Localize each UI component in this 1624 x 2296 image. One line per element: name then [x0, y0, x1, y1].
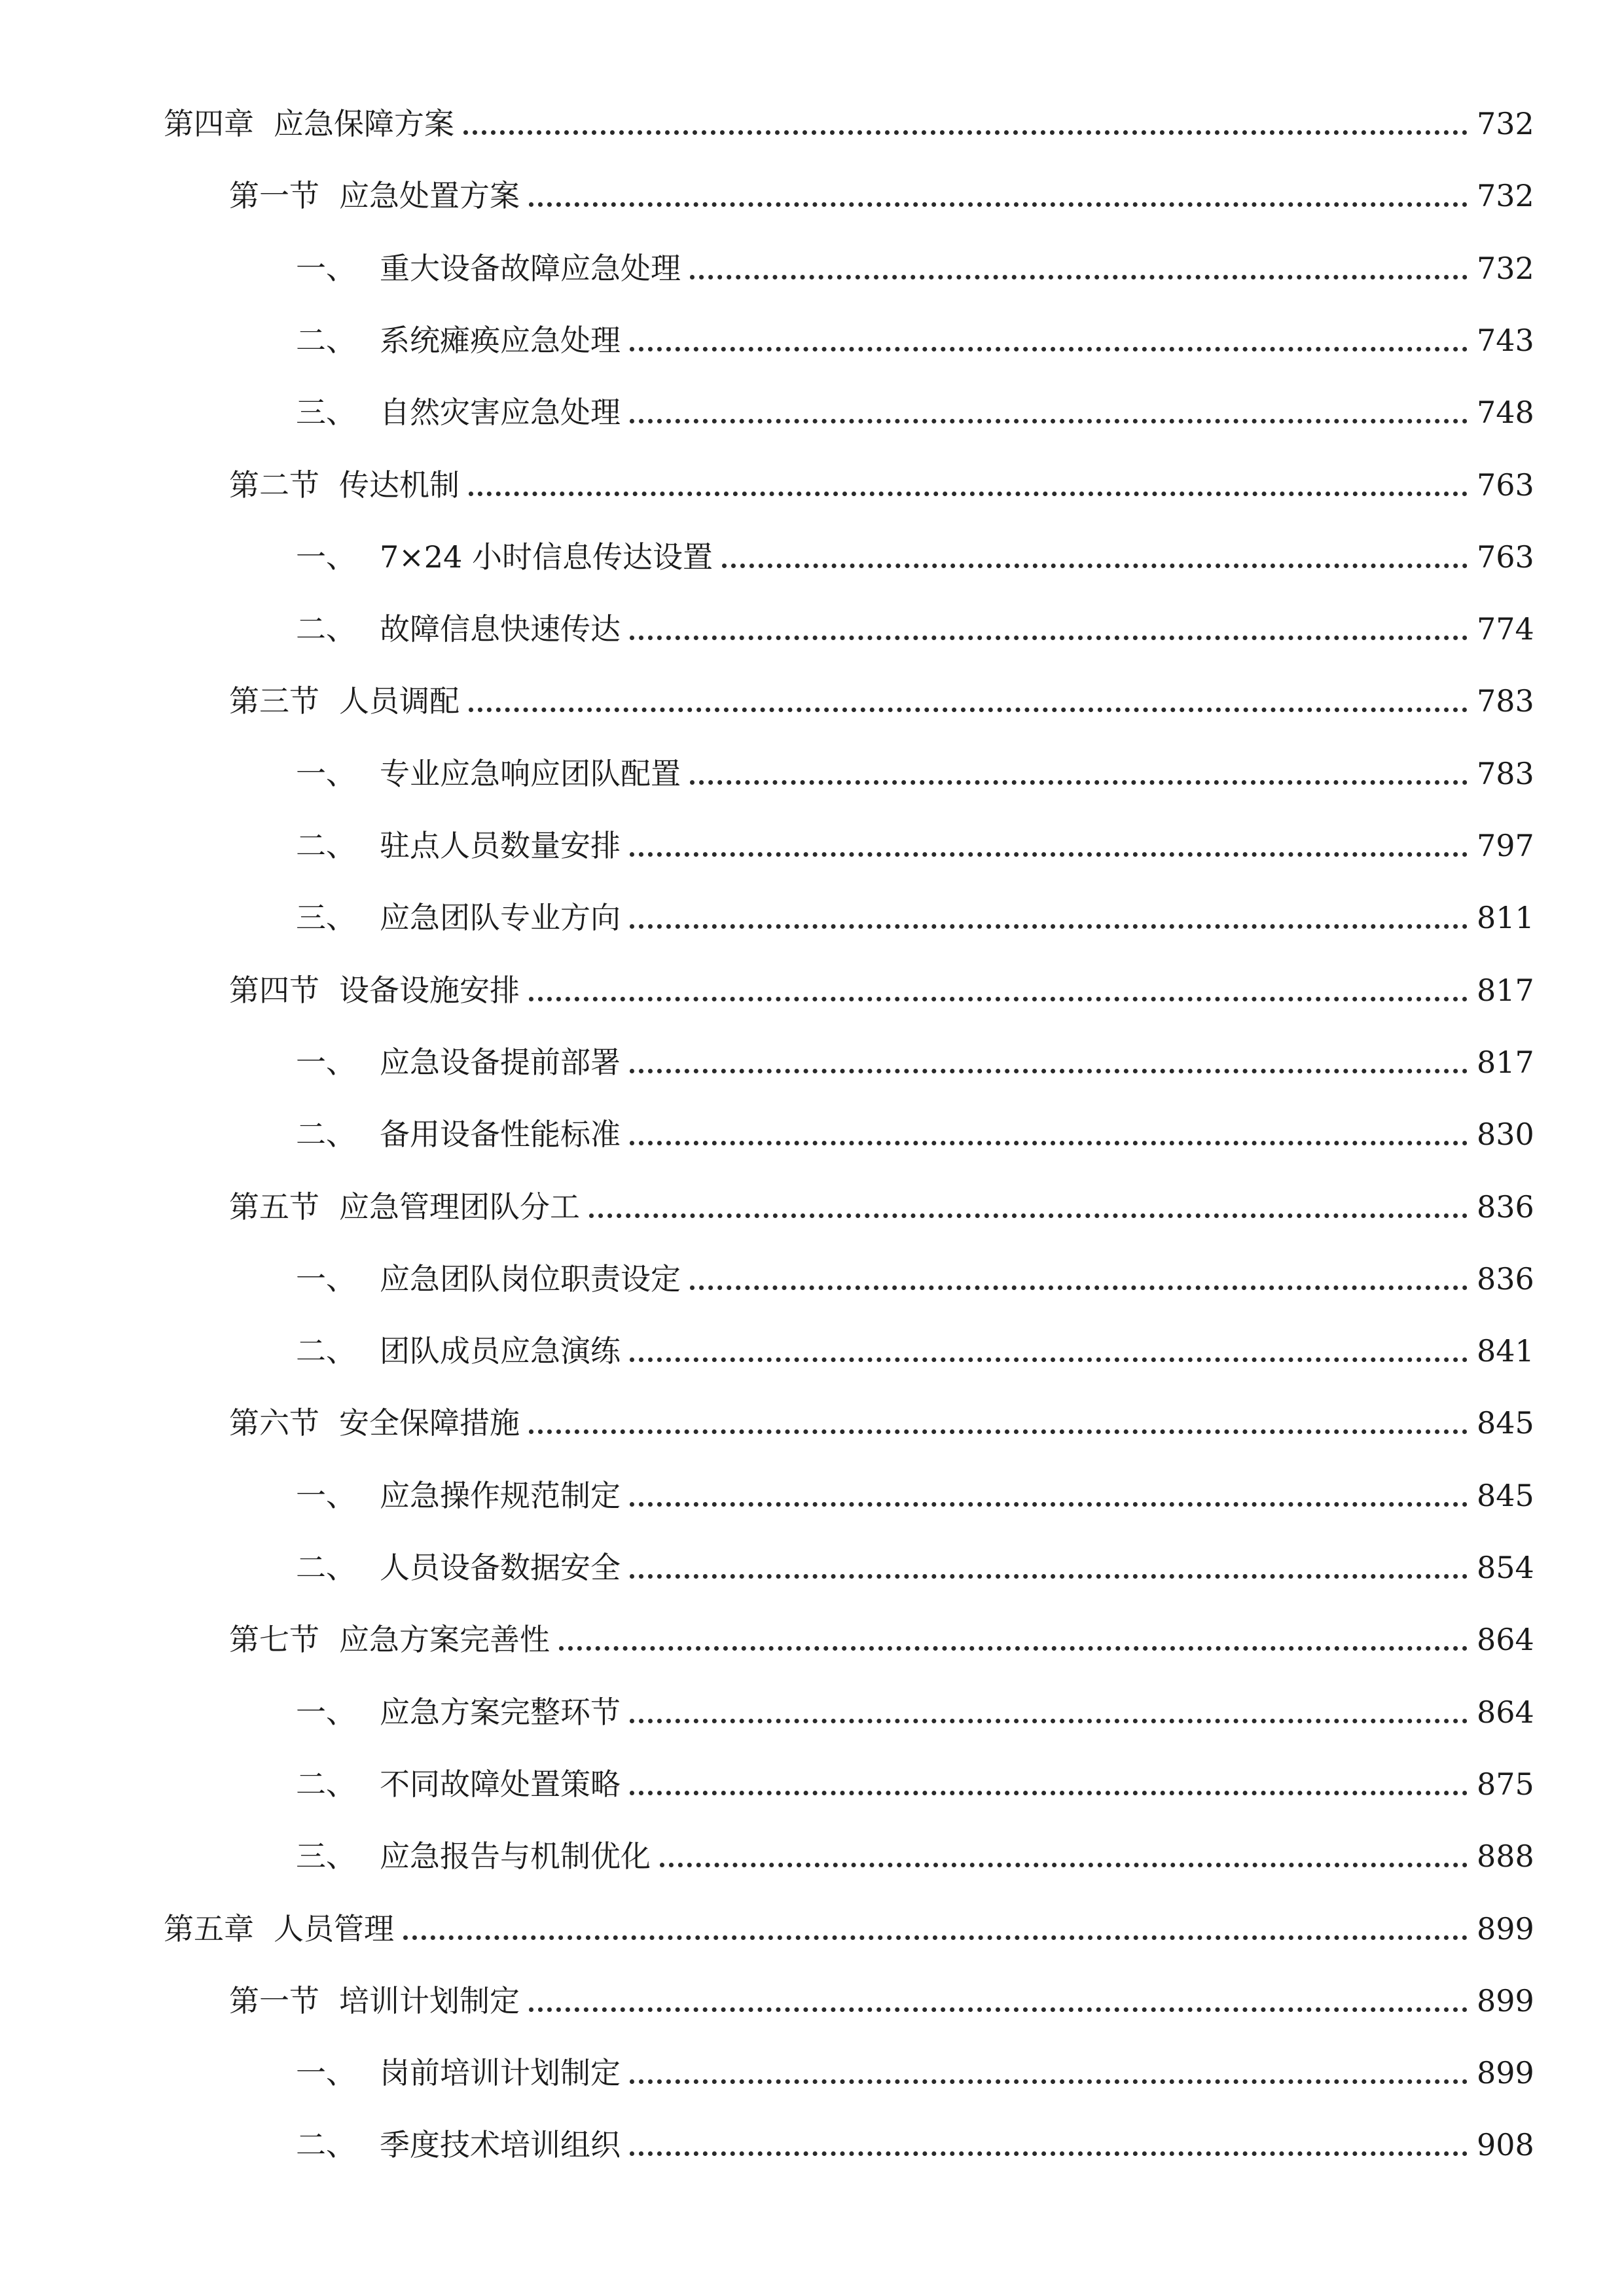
toc-entry-number: 二、: [296, 611, 356, 647]
toc-dot-leader: [529, 1429, 1468, 1434]
toc-entry[interactable]: [296, 2039, 1534, 2092]
toc-entry-number: 一、: [296, 755, 356, 791]
toc-entry-page-number: 748: [1477, 395, 1534, 431]
toc-entry-title: 应急报告与机制优化: [380, 1839, 651, 1874]
toc-entry-page-number: 864: [1477, 1622, 1534, 1658]
toc-entry-title: 驻点人员数量安排: [380, 828, 621, 863]
toc-entry-number: 一、: [296, 1044, 356, 1080]
toc-entry-page-number: 899: [1477, 2055, 1534, 2091]
toc-entry-number: 二、: [296, 1550, 356, 1585]
toc-dot-leader: [469, 708, 1468, 712]
toc-entry-number: 第五章: [164, 1910, 254, 1946]
toc-dot-leader: [630, 1357, 1468, 1362]
toc-entry[interactable]: [296, 1318, 1534, 1370]
toc-entry[interactable]: [164, 90, 1534, 143]
toc-dot-leader: [559, 1646, 1468, 1651]
toc-entry-page-number: 732: [1477, 106, 1534, 141]
toc-entry-page-number: 763: [1477, 467, 1534, 503]
toc-entry-title: 应急设备提前部署: [380, 1044, 621, 1080]
toc-entry[interactable]: [229, 162, 1534, 215]
toc-entry-title: 应急操作规范制定: [380, 1477, 621, 1513]
toc-entry[interactable]: [296, 379, 1534, 431]
toc-entry[interactable]: [296, 1534, 1534, 1587]
toc-entry-number: 二、: [296, 828, 356, 863]
toc-entry-title: 培训计划制定: [339, 1982, 520, 2018]
toc-entry[interactable]: [229, 1390, 1534, 1442]
toc-dot-leader: [690, 275, 1468, 279]
toc-dot-leader: [403, 1935, 1468, 1940]
toc-dot-leader: [469, 492, 1468, 496]
toc-dot-leader: [630, 1069, 1468, 1073]
toc-entry-page-number: 845: [1477, 1477, 1534, 1513]
toc-dot-leader: [630, 1141, 1468, 1145]
toc-entry-number: 二、: [296, 1117, 356, 1153]
toc-dot-leader: [630, 419, 1468, 423]
toc-entry-title: 自然灾害应急处理: [380, 395, 621, 431]
toc-entry-title: 岗前培训计划制定: [380, 2055, 621, 2091]
toc-entry-title: 应急团队岗位职责设定: [380, 1261, 681, 1297]
toc-dot-leader: [630, 1719, 1468, 1723]
toc-entry-number: 一、: [296, 1477, 356, 1513]
toc-entry[interactable]: [296, 812, 1534, 865]
toc-entry-number: 三、: [296, 1839, 356, 1874]
toc-dot-leader: [630, 2079, 1468, 2084]
toc-entry[interactable]: [229, 668, 1534, 720]
toc-dot-leader: [630, 636, 1468, 640]
toc-entry-title: 安全保障措施: [339, 1405, 520, 1441]
toc-entry[interactable]: [229, 452, 1534, 504]
toc-entry-page-number: 732: [1477, 178, 1534, 214]
toc-dot-leader: [529, 997, 1468, 1001]
toc-entry-title: 应急保障方案: [274, 106, 454, 141]
toc-entry-title: 团队成员应急演练: [380, 1333, 621, 1369]
toc-dot-leader: [630, 347, 1468, 351]
toc-entry-title: 应急管理团队分工: [339, 1189, 580, 1225]
toc-entry-page-number: 864: [1477, 1694, 1534, 1730]
toc-dot-leader: [660, 1863, 1468, 1867]
toc-entry-title: 应急方案完善性: [339, 1622, 550, 1658]
toc-entry-page-number: 817: [1477, 1044, 1534, 1080]
toc-entry-number: 二、: [296, 2127, 356, 2163]
toc-entry[interactable]: [296, 524, 1534, 576]
toc-entry-number: 第一节: [229, 1982, 319, 2018]
toc-dot-leader: [630, 1791, 1468, 1795]
toc-entry-number: 一、: [296, 1261, 356, 1297]
toc-entry-page-number: 845: [1477, 1405, 1534, 1441]
toc-entry-title: 设备设施安排: [339, 972, 520, 1008]
toc-entry-number: 第六节: [229, 1405, 319, 1441]
toc-dot-leader: [589, 1213, 1468, 1218]
toc-entry-number: 一、: [296, 250, 356, 286]
toc-entry-page-number: 783: [1477, 755, 1534, 791]
toc-entry[interactable]: [296, 1246, 1534, 1298]
toc-entry-title: 备用设备性能标准: [380, 1117, 621, 1153]
toc-entry-number: 第一节: [229, 178, 319, 214]
toc-dot-leader: [722, 564, 1468, 568]
toc-dot-leader: [630, 2151, 1468, 2156]
toc-entry-title: 人员调配: [339, 683, 460, 719]
toc-entry[interactable]: [229, 957, 1534, 1009]
toc-entry-page-number: 899: [1477, 1982, 1534, 2018]
toc-entry-number: 第五节: [229, 1189, 319, 1225]
toc-entry[interactable]: [296, 1101, 1534, 1153]
toc-dot-leader: [630, 924, 1468, 929]
toc-entry[interactable]: [296, 1679, 1534, 1731]
toc-entry-title: 应急处置方案: [339, 178, 520, 214]
toc-entry-number: 第二节: [229, 467, 319, 503]
toc-dot-leader: [463, 130, 1468, 135]
toc-entry-title: 应急方案完整环节: [380, 1694, 621, 1730]
toc-entry-title: 人员管理: [274, 1910, 394, 1946]
toc-entry-page-number: 899: [1477, 1910, 1534, 1946]
toc-entry-page-number: 836: [1477, 1189, 1534, 1225]
toc-entry-page-number: 830: [1477, 1117, 1534, 1153]
toc-entry[interactable]: [296, 307, 1534, 359]
toc-entry-number: 一、: [296, 539, 356, 575]
toc-entry-page-number: 875: [1477, 1766, 1534, 1802]
toc-entry-number: 二、: [296, 1333, 356, 1369]
toc-entry-number: 第三节: [229, 683, 319, 719]
toc-entry-page-number: 774: [1477, 611, 1534, 647]
toc-dot-leader: [630, 852, 1468, 857]
toc-entry-number: 一、: [296, 1694, 356, 1730]
toc-entry[interactable]: [296, 740, 1534, 793]
toc-entry-page-number: 836: [1477, 1261, 1534, 1297]
toc-entry-number: 三、: [296, 900, 356, 936]
toc-entry-page-number: 732: [1477, 250, 1534, 286]
toc-entry[interactable]: [229, 1174, 1534, 1226]
toc-entry-page-number: 763: [1477, 539, 1534, 575]
toc-entry[interactable]: [229, 1967, 1534, 2020]
toc-entry-number: 二、: [296, 322, 356, 358]
toc-entry-page-number: 797: [1477, 828, 1534, 863]
toc-entry[interactable]: [296, 235, 1534, 287]
toc-entry[interactable]: [296, 596, 1534, 648]
toc-dot-leader: [529, 2007, 1468, 2012]
toc-dot-leader: [630, 1574, 1468, 1579]
toc-entry-title: 7×24 小时信息传达设置: [380, 539, 713, 575]
toc-entry-page-number: 888: [1477, 1839, 1534, 1874]
toc-entry[interactable]: [296, 1462, 1534, 1515]
toc-entry[interactable]: [296, 1751, 1534, 1803]
toc-entry-page-number: 841: [1477, 1333, 1534, 1369]
toc-entry-number: 第四节: [229, 972, 319, 1008]
toc-entry-title: 传达机制: [339, 467, 460, 503]
toc-entry-title: 专业应急响应团队配置: [380, 755, 681, 791]
toc-entry-title: 应急团队专业方向: [380, 900, 621, 936]
toc-entry-title: 重大设备故障应急处理: [380, 250, 681, 286]
toc-entry-page-number: 908: [1477, 2127, 1534, 2163]
toc-entry-title: 季度技术培训组织: [380, 2127, 621, 2163]
toc-entry[interactable]: [229, 1606, 1534, 1659]
toc-entry-page-number: 854: [1477, 1550, 1534, 1585]
toc-entry-page-number: 811: [1477, 900, 1534, 936]
toc-entry[interactable]: [296, 1029, 1534, 1081]
toc-entry[interactable]: [296, 2111, 1534, 2164]
toc-entry-page-number: 743: [1477, 322, 1534, 358]
toc-entry[interactable]: [164, 1895, 1534, 1948]
toc-entry-title: 不同故障处置策略: [380, 1766, 621, 1802]
toc-entry-number: 二、: [296, 1766, 356, 1802]
toc-entry-number: 三、: [296, 395, 356, 431]
toc-entry-title: 系统瘫痪应急处理: [380, 322, 621, 358]
toc-dot-leader: [529, 202, 1468, 207]
toc-entry-number: 第七节: [229, 1622, 319, 1658]
toc-entry-page-number: 817: [1477, 972, 1534, 1008]
toc-entry[interactable]: [296, 1823, 1534, 1875]
toc-entry-number: 一、: [296, 2055, 356, 2091]
toc-entry-title: 人员设备数据安全: [380, 1550, 621, 1585]
toc-entry-number: 第四章: [164, 106, 254, 141]
toc-entry-title: 故障信息快速传达: [380, 611, 621, 647]
toc-dot-leader: [690, 780, 1468, 785]
toc-entry[interactable]: [296, 884, 1534, 937]
toc-dot-leader: [630, 1502, 1468, 1507]
toc-dot-leader: [690, 1285, 1468, 1290]
toc-entry-page-number: 783: [1477, 683, 1534, 719]
